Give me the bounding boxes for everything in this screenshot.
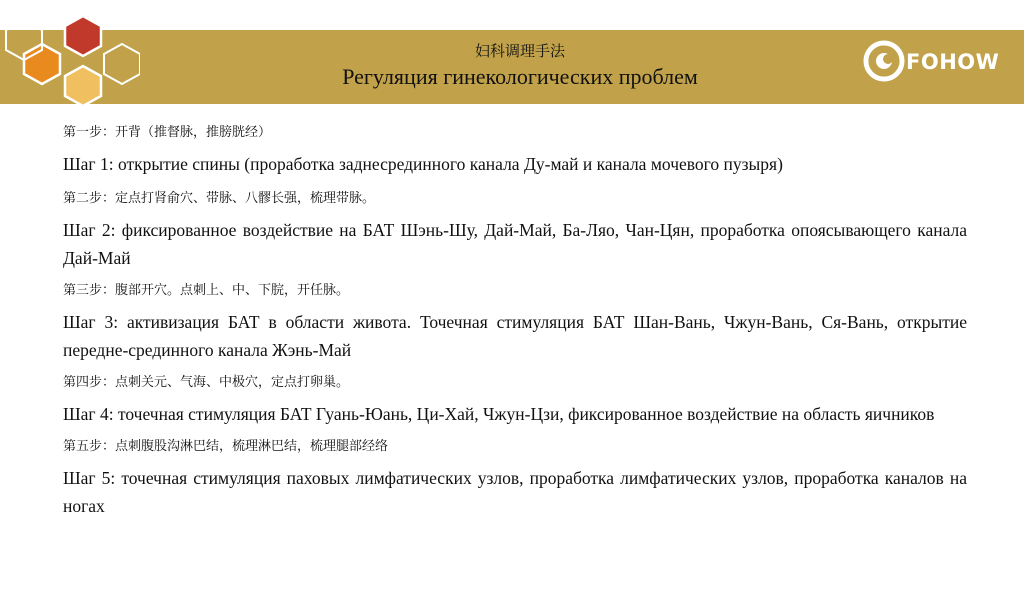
step-4-chinese: 第四步：点刺关元、气海、中极穴，定点打卵巢。 — [63, 375, 350, 390]
page-title-russian: Регуляция гинекологических проблем — [342, 64, 698, 89]
hexagon-outline-right — [104, 44, 140, 84]
hexagon-tan — [65, 66, 101, 106]
step-5-russian: Шаг 5: точечная стимуляция паховых лимфатических узлов, проработка лимфатических узлов, проработка каналов на ногах — [63, 468, 967, 516]
hexagon-decoration — [0, 0, 140, 110]
step-1-chinese: 第一步：开背（推督脉，推膀胱经） — [63, 125, 272, 140]
step-3-russian: Шаг 3: активизация БАТ в области живота. Точечная стимуляция БАТ Шан-Вань, Чжун-Вань, Ся-Вань, открытие передне-срединного канала Жэнь-Май — [63, 312, 967, 360]
page-title-chinese: 妇科调理手法 — [474, 42, 565, 60]
step-2-chinese: 第二步：定点打肾俞穴、带脉、八髎长强，梳理带脉。 — [63, 191, 376, 206]
step-4-russian: Шаг 4: точечная стимуляция БАТ Гуань-Юань, Ци-Хай, Чжун-Цзи, фиксированное воздействие на область яичников — [63, 404, 935, 424]
steps-list — [63, 124, 967, 520]
step-1-russian: Шаг 1: открытие спины (проработка заднесрединного канала Ду-май и канала мочевого пузыря) — [63, 154, 783, 174]
step-2-russian: Шаг 2: фиксированное воздействие на БАТ Шэнь-Шу, Дай-Май, Ба-Ляо, Чан-Цян, проработка опоясывающего канала Дай-Май — [63, 220, 967, 268]
logo-text: FOHOW — [906, 50, 1000, 74]
step-3-chinese: 第三步：腹部开穴。点刺上、中、下脘，开任脉。 — [63, 283, 350, 298]
hexagon-red — [65, 16, 101, 56]
step-5-chinese: 第五步：点刺腹股沟淋巴结，梳理淋巴结，梳理腿部经络 — [63, 439, 389, 454]
